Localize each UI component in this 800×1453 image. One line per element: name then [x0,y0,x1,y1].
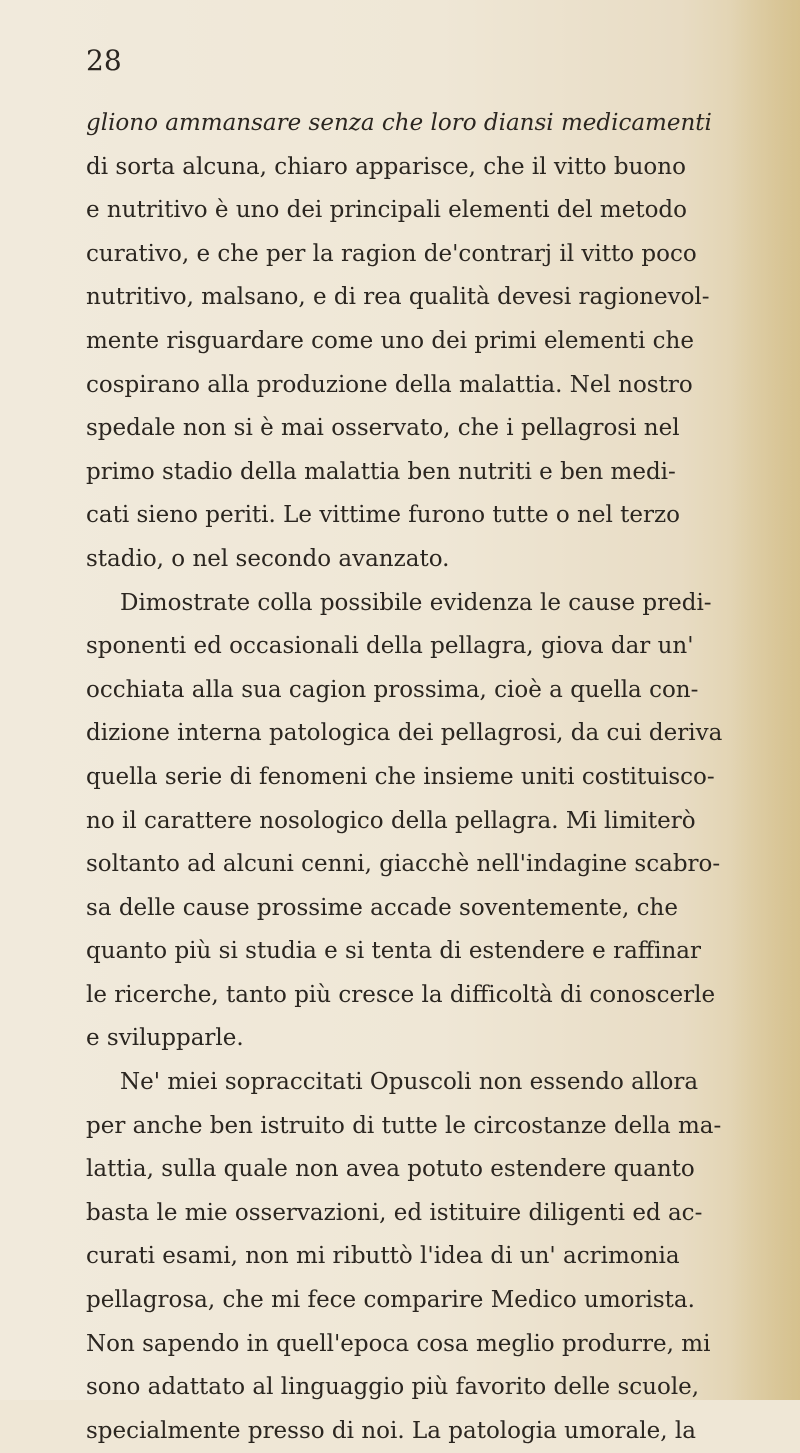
text-line: per anche ben istruito di tutte le circostanze della ma- [86,1112,722,1139]
text-line: specialmente presso di noi. La patologia umorale, la [86,1417,696,1444]
text-line: gliono ammansare senza che loro diansi medicamenti [86,110,712,136]
text-line: curativo, e che per la ragion de'contrarj il vitto poco [86,240,697,267]
text-line: quella serie di fenomeni che insieme uniti costituisco- [86,763,715,790]
text-line: no il carattere nosologico della pellagra. Mi limiterò [86,807,696,834]
text-line: stadio, o nel secondo avanzato. [86,545,450,572]
text-line: Non sapendo in quell'epoca cosa meglio produrre, mi [86,1330,711,1357]
text-line: basta le mie osservazioni, ed istituire diligenti ed ac- [86,1199,703,1226]
text-line: spedale non si è mai osservato, che i pellagrosi nel [86,415,680,442]
text-line: sono adattato al linguaggio più favorito delle scuole, [86,1374,700,1401]
text-line: sa delle cause prossime accade soventemente, che [86,894,678,921]
text-line: sponenti ed occasionali della pellagra, giova dar un' [86,633,694,660]
text-line: cospirano alla produzione della malattia. Nel nostro [86,371,693,398]
text-line: occhiata alla sua cagion prossima, cioè a quella con- [86,676,699,703]
text-line: nutritivo, malsano, e di rea qualità devesi ragionevol- [86,284,710,311]
text-line: e svilupparle. [86,1025,244,1052]
text-line: le ricerche, tanto più cresce la difficoltà di conoscerle [86,981,716,1008]
text-line: mente risguardare come uno dei primi elementi che [86,327,694,354]
paragraph-start-line: Ne' miei sopraccitati Opuscoli non essendo allora [120,1069,699,1096]
text-line: quanto più si studia e si tenta di estendere e raffinar [86,938,701,965]
text-line: e nutritivo è uno dei principali elementi del metodo [86,197,687,224]
text-line: soltanto ad alcuni cenni, giacchè nell'indagine scabro- [86,851,721,878]
text-line: curati esami, non mi ributtò l'idea di un' acrimonia [86,1243,680,1270]
page-number: 28 [86,44,122,77]
text-line: dizione interna patologica dei pellagrosi, da cui deriva [86,720,723,747]
paragraph-start-line: Dimostrate colla possibile evidenza le cause predi- [120,589,712,616]
text-line: cati sieno periti. Le vittime furono tutte o nel terzo [86,502,680,529]
text-line: lattia, sulla quale non avea potuto estendere quanto [86,1156,695,1183]
body-text [86,102,746,1453]
text-line: primo stadio della malattia ben nutriti e ben medi- [86,458,676,485]
text-line: di sorta alcuna, chiaro apparisce, che il vitto buono [86,153,686,180]
text-line: pellagrosa, che mi fece comparire Medico umorista. [86,1287,695,1314]
